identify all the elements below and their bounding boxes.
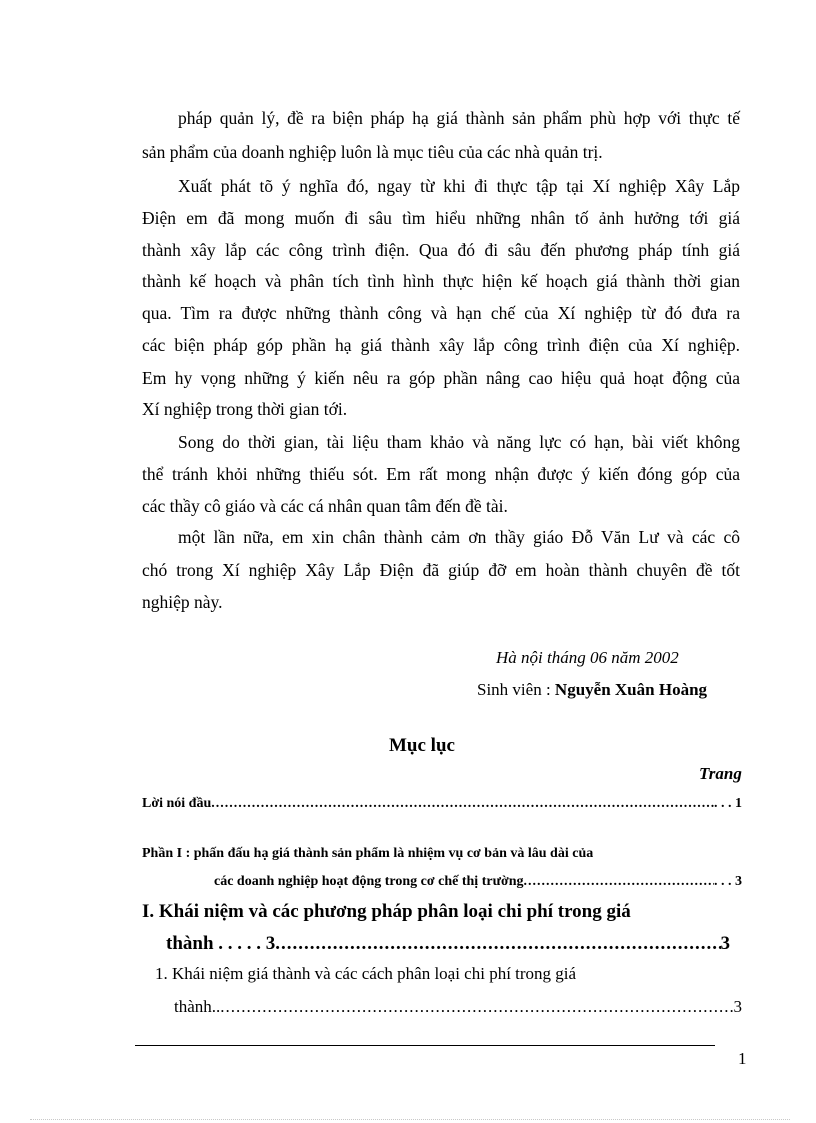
paragraph-line: một lần nữa, em xin chân thành cảm ơn thầy giáo Đỗ Văn Lư và các cô [178,527,740,547]
page-bottom-border [30,1119,790,1120]
signature-line [477,680,707,700]
paragraph-line: thành kế hoạch và phân tích tình hình thực hiện kế hoạch giá thành thời gian [142,271,740,291]
paragraph-line: Em hy vọng những ý kiến nêu ra góp phần nâng cao hiệu quả hoạt động của [142,368,740,388]
toc-entry-label: các doanh nghiệp hoạt động trong cơ chế thị trường [214,874,524,889]
toc-entry[interactable] [214,874,742,890]
page-number: 1 [738,1049,747,1068]
toc-entry-page: . . . 1 [714,796,742,811]
paragraph-line: Xí nghiệp trong thời gian tới. [142,399,348,419]
toc-leader-dots [275,933,720,955]
toc-entry-page: 3 [720,933,730,954]
paragraph-line: các thầy cô giáo và các cá nhân quan tâm đến đề tài. [142,496,508,516]
toc-entry-line[interactable]: Phần I : phấn đấu hạ giá thành sản phẩm là nhiệm vụ cơ bản và lâu dài của [142,846,594,861]
paragraph-line: pháp quản lý, đề ra biện pháp hạ giá thành sản phẩm phù hợp với thực tế [178,108,740,128]
toc-entry-page: . . . 3 [714,874,742,889]
toc-entry[interactable] [174,997,742,1017]
toc-entry-label: thành . . . . . 3 [166,933,276,954]
toc-entry-line[interactable]: I. Khái niệm và các phương pháp phân loại chi phí trong giá [142,901,631,922]
paragraph-line: Xuất phát tõ ý nghĩa đó, ngay từ khi đi thực tập tại Xí nghiệp Xây Lắp [178,176,740,196]
toc-leader-dots [211,796,714,812]
paragraph-line: qua. Tìm ra được những thành công và hạn chế của Xí nghiệp từ đó đưa ra [142,303,740,323]
student-label: Sinh viên : [477,680,551,699]
toc-entry[interactable] [166,933,730,955]
place-date: Hà nội tháng 06 năm 2002 [496,648,679,667]
paragraph-line: Song do thời gian, tài liệu tham khảo và năng lực có hạn, bài viết không [178,432,740,452]
paragraph-line: các biện pháp góp phần hạ giá thành xây lắp công trình điện của Xí nghiệp. [142,335,740,355]
paragraph-line: thành xây lắp các công trình điện. Qua đó đi sâu đến phương pháp tính giá [142,240,740,260]
toc-entry-label: thành.. [174,997,221,1016]
toc-entry-line[interactable]: 1. Khái niệm giá thành và các cách phân loại chi phí trong giá [155,964,577,983]
toc-leader-dots [524,874,714,890]
toc-entry-label: Lời nói đầu [142,796,212,811]
paragraph-line: thể tránh khỏi những thiếu sót. Em rất mong nhận được ý kiến đóng góp của [142,464,740,484]
footer-rule [135,1045,715,1046]
toc-page-header: Trang [699,764,742,783]
toc-leader-dots [220,997,733,1017]
paragraph-line: sản phẩm của doanh nghiệp luôn là mục tiêu của các nhà quản trị. [142,142,603,162]
student-name: Nguyễn Xuân Hoàng [554,680,708,699]
paragraph-line: chó trong Xí nghiệp Xây Lắp Điện đã giúp đỡ em hoàn thành chuyên đề tốt [142,560,740,580]
paragraph-line: Điện em đã mong muốn đi sâu tìm hiểu những nhân tố ảnh hưởng tới giá [142,208,740,228]
toc-entry-page: 3 [733,997,742,1016]
toc-entry[interactable] [142,796,742,812]
toc-title: Mục lục [389,735,455,756]
paragraph-line: nghiệp này. [142,592,223,612]
